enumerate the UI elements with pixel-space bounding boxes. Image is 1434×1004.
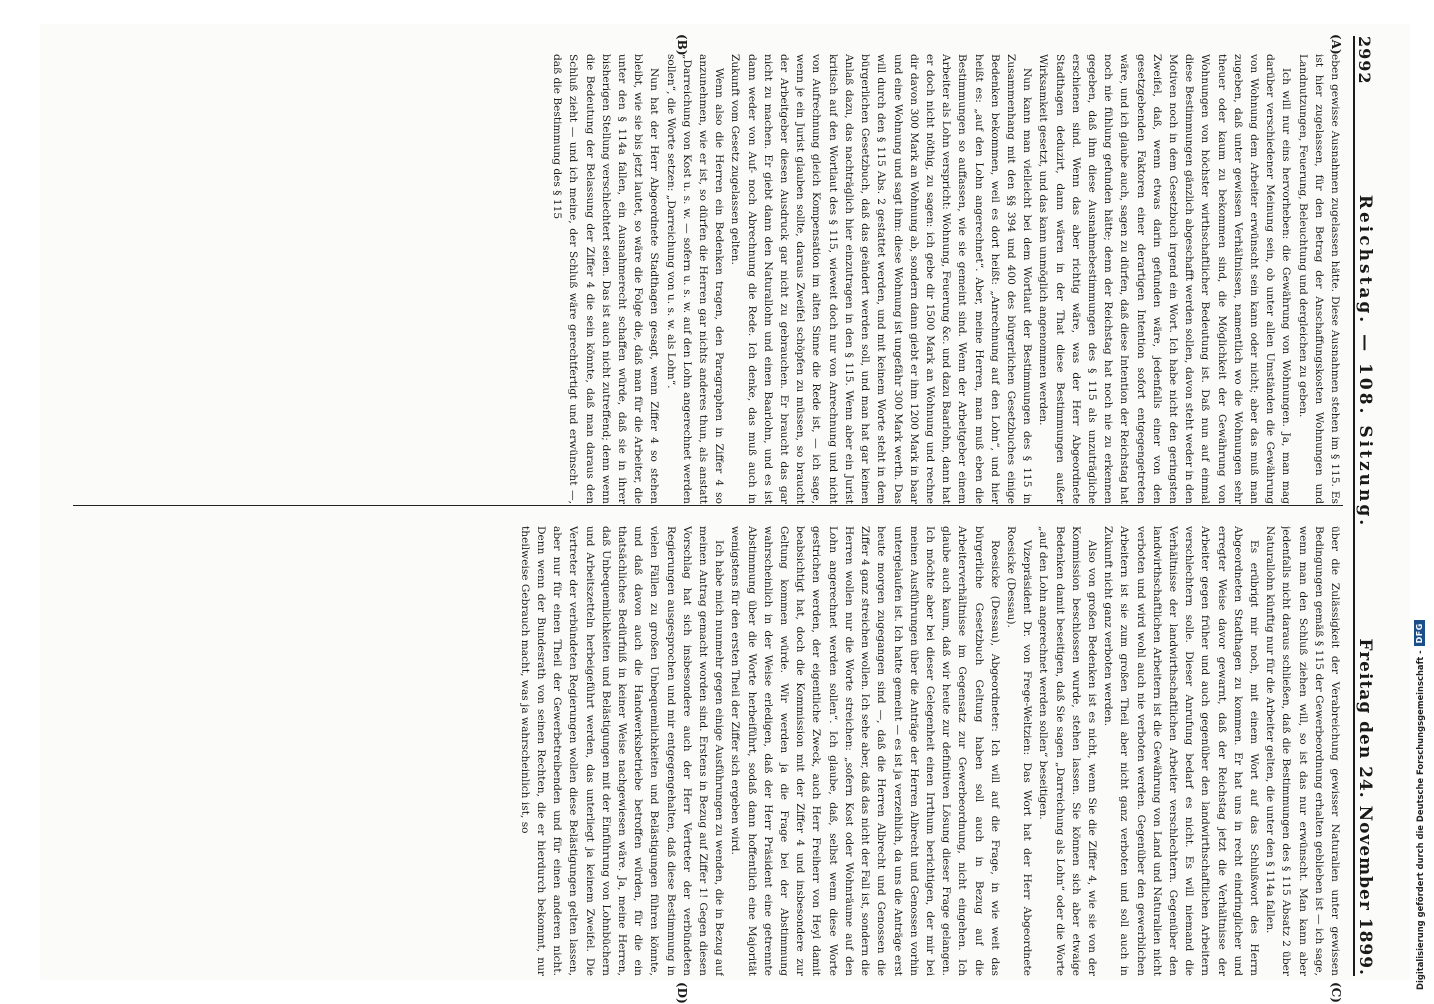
left-column: [63, 54, 1343, 504]
session-date: Freitag den 24. November 1899.: [1355, 638, 1375, 976]
paragraph: Ich habe mich nunmehr gegen einige Ausführungen zu wenden, die in Bezug auf meinen Antrag gemacht worden sind. Erstens in Bezug auf Ziffer 1! Gegen diesen Vorschlag hat sich insbesondere auch der Herr Vertreter der verbündeten Regierungen ausgesprochen und mir entgegengehalten, daß diese Bestimmung in vielen Fällen zu großen Unbequemlichkeiten und Belästigungen führen könnte, und daß davon auch die Handwerksbetriebe betroffen würden, für die ein thatsächliches Bedürfniß in keiner Weise nachgewiesen wäre. Ja, meine Herren, daß Unbequemlichkeiten und Belästigungen mit der Einführung von Lohnbüchern und Arbeitszetteln herbeigeführt werden, das unterliegt ja keinem Zweifel. Die Vertreter der verbündeten Regierungen wollen diese Belästigungen gelten lassen, aber nur für einen Theil der Gewerbetreibenden und für einen anderen nicht. Denn wenn der Bundesrath von seinen Rechten, die er hierdurch bekommt, nur theilweise Gebrauch macht, was ja wahrscheinlich ist, so: [518, 526, 726, 976]
right-column: [63, 526, 1343, 976]
paragraph: Nun hat der Herr Abgeordnete Stadthagen gesagt, wenn Ziffer 4 so stehen bleibt, wie sie bis jetzt lautet, so wäre die Folge die, daß man für die Arbeiter, die unter den § 114a fallen, ein Ausnahmerecht schaffen würde, daß sie in ihrer bisherigen Stellung verschlechtert seien. Das ist auch nicht zutreffend; denn wenn die Bedeutung der Belassung der Ziffer 4 die sein könnte, daß man daraus den Schluß zieht — und ich meine, der Schluß wäre gerechtfertigt und erwünscht —, daß die Bestimmung des § 115: [551, 54, 661, 504]
paragraph: Ich will nur eins hervorheben: die Gewährung von Wohnungen. Ja, man mag darüber verschiedener Meinung sein, ob unter allen Umständen die Gewährung von Wohnung dem Arbeiter erwünscht sein kann oder nicht; aber das muß man zugeben, daß unter gewissen Verhältnissen, namentlich wo die Wohnungen sehr theuer oder kaum zu bekommen sind, die Möglichkeit der Gewährung von Wohnungen von höchster wirthschaftlicher Bedeutung ist. Daß nun auf einmal diese Bestimmungen gänzlich abgeschafft werden sollen, davon steht weder in den Motiven noch in dem Gesetzbuch irgend ein Wort. Ich habe nicht den geringsten Zweifel, daß, wenn etwas darin gefunden wäre, jedenfalls einer von den gesetzgebenden Faktoren einer derartigen Intention sofort entgegengetreten wäre, und ich glaube auch, sagen zu dürfen, daß diese Intention der Reichstag hat noch nie fühlung gefunden hätte; denn der Reichstag hat noch nie zu erkennen gegeben, daß ihm diese Ausnahmebestimmungen des § 115 als unzuträgliche erschienen sind. Wenn das aber richtig wäre, was der Herr Abgeordnete Stadthagen deduzirt, dann wären in der That diese Bestimmungen außer Wirksamkeit gesetzt, und das kann unmöglich angenommen werden.: [1037, 54, 1293, 504]
paragraph: Also von großen Bedenken ist es nicht, wenn Sie die Ziffer 4, wie sie von der Kommission beschlossen wurde, stehen lassen. Sie können sich aber etwaige Bedenken damit beseitigen, daß Sie sagen „Darreichung als Lohn“ oder die Worte „auf den Lohn angerechnet werden sollen“ beseitigen.: [1037, 526, 1098, 976]
paragraph: über die Zulässigkeit der Verabreichung gewisser Naturalien unter gewissen Bedingungen gemäß § 115 der Gewerbeordnung erhalten geblieben ist — ich sage, wenn man den Schluß ziehen will, so ist das nur erwünscht. Man kann aber jedenfalls nicht daraus schließen, daß die Bestimmungen des § 115 Absatz 2 über Naturallohn künftig nur für die Arbeiter gelten, die unter den § 114a fallen.: [1264, 526, 1341, 976]
margin-mark-b: (B): [675, 34, 689, 56]
margin-mark-d: (D): [675, 982, 689, 1004]
page-title: Reichstag. — 108. Sitzung.: [1355, 194, 1375, 529]
digitization-attribution: [1414, 620, 1425, 990]
page-header: [1353, 36, 1395, 976]
paragraph: Wenn also die Herren ein Bedenken tragen, den Paragraphen in Ziffer 4 so anzunehmen, wie er ist, so dürfen die Herren gar nichts anderes thun, als anstatt „Darreichung von Kost u. s. w. — sofern u. s. w. auf den Lohn angerechnet werden sollen“, die Worte setzen: „Darreichung von u. s. w. als Lohn“.: [664, 54, 726, 504]
dfg-logo: DFG: [1414, 620, 1425, 646]
rotated-page-content: [55, 34, 1395, 1004]
paragraph: eben gewisse Ausnahmen zugelassen hätte. Diese Ausnahmen stehen im § 115. Es ist hier zugelassen, für den Betrag der Anschaffungskosten Wohnungen und Landnutzungen, Feuerung, Beleuchtung und dergleichen zu geben.: [1296, 54, 1341, 504]
attribution-text: Digitalisierung gefördert durch die Deutsche Forschungsgemeinschaft -: [1414, 650, 1425, 990]
paragraph: Es erübrigt mir noch, mit einem Wort auf das Schlußwort des Herrn Abgeordneten Stadthagen zu kommen. Er hat uns in recht eindringlicher und erregter Weise davor gewarnt, daß der Reichstag jetzt die Verhältnisse der Arbeiter gegen früher und auch gegenüber den landwirthschaftlichen Arbeitern verschlechtern solle. Dieser Anrufung bedarf es nicht. Es will niemand die Verhältnisse der landwirthschaftlichen Arbeiter verschlechtern. Gegenüber den landwirthschaftlichen Arbeitern ist die Gewährung von Land und Naturalien nicht verboten und wird wohl auch nie verboten werden. Gegenüber den gewerblichen Arbeitern ist sie zum großen Theil aber nicht ganz verboten und soll auch in Zukunft nicht ganz verboten werden.: [1102, 526, 1260, 976]
margin-mark-c: (C): [1329, 982, 1343, 1003]
speaker-paragraph: Vizepräsident Dr. von Frege-Weltzien: Das Wort hat der Herr Abgeordnete Roesicke (Dessau).: [1004, 526, 1034, 976]
speaker-paragraph: Roesicke (Dessau), Abgeordneter: Ich will auf die Frage, in wie weit das bürgerliche Gesetzbuch Geltung haben soll auch in Bezug auf die Arbeiterverhältnisse im Gegensatz zur Gewerbeordnung, nicht eingehen. Ich glaube auch kaum, daß wir heute zur definitiven Lösung dieser Frage gelangen. Ich möchte aber bei dieser Gelegenheit einen Irrthum berichtigen, der mir bei meinen Ausführungen über die Anträge der Herren Albrecht und Genossen vorhin untergelaufen ist. Ich hatte gemeint — es ist ja verzeihlich, da uns die Anträge erst heute morgen zugegangen sind —, daß die Herren Albrecht und Genossen die Ziffer 4 ganz streichen wollen. Ich sehe aber, daß das nicht der Fall ist, sondern die Herren wollen nur die Worte streichen: „sofern Kost oder Wohnräume auf den Lohn angerechnet werden sollen“. Ich glaube, daß, selbst wenn diese Worte gestrichen werden, der eigentliche Zweck, auch Herr Freiherr von Heyl damit beabsichtigt hat, doch die Kommission mit der Ziffer 4 und insbesondere zur Geltung kommen würde. Wir werden ja die Frage bei der Abstimmung wahrscheinlich in der Weise erledigen, daß der Herr Präsident eine getrennte Abstimmung über die Worte herbeiführt, sodaß dann hoffentlich eine Majorität wenigstens für den ersten Theil der Ziffer sich ergeben wird.: [729, 526, 1001, 976]
page-number: 2992: [1355, 36, 1374, 85]
column-divider: [73, 505, 1343, 506]
margin-mark-a: (A): [1329, 34, 1343, 55]
paragraph: Nun kann man vielleicht bei dem Wortlaut der Bestimmungen des § 115 in Zusammenhang mit den §§ 394 und 400 des bürgerlichen Gesetzbuches einige Bedenken bekommen, weil es dort heißt: „Anrechnung auf den Lohn“, und hier heißt es: „auf den Lohn angerechnet“. Aber, meine Herren, man muß eben die Bestimmungen so auffassen, wie sie gemeint sind. Wenn der Arbeitgeber einem Arbeiter als Lohn verspricht: Wohnung, Feuerung &c. und dazu Baarlohn, dann hat er doch nicht nöthig, zu sagen: ich gebe dir 1500 Mark an Wohnung und rechne dir davon 300 Mark an Wohnung ab, sondern dann giebt er ihm 1200 Mark in baar und eine Wohnung und sagt ihm: diese Wohnung ist ungefähr 300 Mark werth. Das will durch den § 115 Abs. 2 gestattet werden, und mit keinem Worte steht in dem bürgerlichen Gesetzbuch, daß das geändert werden soll, und man hat gar keinen Anlaß dazu, das nachträglich hier einzutragen in den § 115. Wenn aber ein Jurist kritisch auf den Wortlaut des § 115, wieweit doch nur von Anrechnung und nicht von Aufrechnung gleich Kompensation im alten Sinne die Rede ist, — ich sage, wenn je ein Jurist glauben sollte, daraus Zweifel schöpfen zu müssen, so braucht der Arbeitgeber diesen Ausdruck gar nicht zu gebrauchen. Er braucht das gar nicht zu machen. Er giebt dann den Naturallohn und einen Baarlohn, und es ist dann weder von Auf- noch Abrechnung die Rede. Ich denke, das muß auch in Zukunft vom Gesetz zugelassen gelten.: [729, 54, 1034, 504]
